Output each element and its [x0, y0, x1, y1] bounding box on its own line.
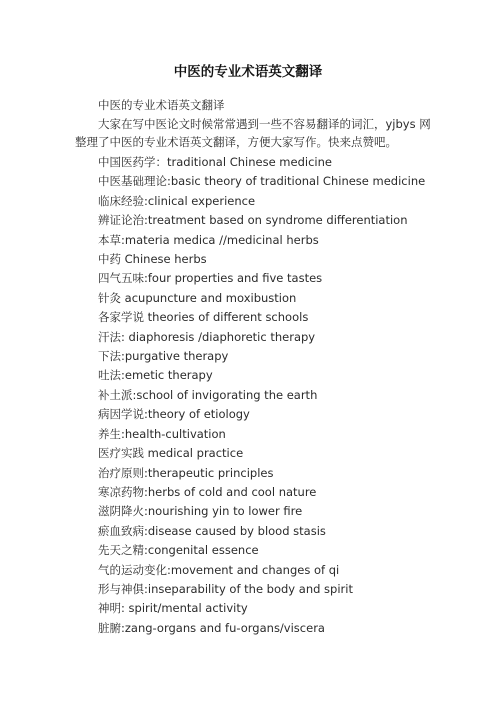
intro-paragraph: 大家在写中医论文时候常常遇到一些不容易翻译的词汇，yjbys 网整理了中医的专业术语英文翻译，方便大家写作。快来点赞吧。 — [75, 116, 431, 149]
subheading: 中医的专业术语英文翻译 — [98, 98, 225, 112]
term-entry: 气的运动变化:movement and changes of qi — [98, 562, 340, 577]
term-entry: 吐法:emetic therapy — [98, 368, 213, 383]
term-entry: 下法:purgative therapy — [98, 349, 229, 364]
term-entry: 养生:health-cultivation — [98, 426, 226, 441]
term-entry: 瘀血致病:disease caused by blood stasis — [98, 523, 326, 538]
term-entry: 治疗原则:therapeutic principles — [98, 465, 274, 480]
term-entry: 中医基础理论:basic theory of traditional Chinese medicine — [98, 174, 426, 189]
term-entry: 医疗实践 medical practice — [98, 446, 244, 461]
term-list — [98, 153, 438, 638]
term-entry: 滋阴降火:nourishing yin to lower fire — [98, 504, 303, 519]
term-entry: 辨证论治:treatment based on syndrome differentiation — [98, 213, 408, 228]
term-entry: 先天之精:congenital essence — [98, 543, 259, 558]
term-entry: 针灸 acupuncture and moxibustion — [98, 290, 297, 305]
term-entry: 寒凉药物:herbs of cold and cool nature — [98, 484, 317, 499]
term-entry: 形与神俱:inseparability of the body and spirit — [98, 581, 353, 596]
term-entry: 神明: spirit/mental activity — [98, 601, 248, 616]
intro-block — [75, 96, 435, 152]
term-entry: 病因学说:theory of etiology — [98, 407, 250, 422]
term-entry: 各家学说 theories of different schools — [98, 310, 309, 325]
term-entry: 汗法: diaphoresis /diaphoretic therapy — [98, 329, 316, 344]
term-entry: 脏腑:zang-organs and fu-organs/viscera — [98, 620, 325, 635]
term-entry: 中药 Chinese herbs — [98, 252, 207, 267]
term-entry: 中国医药学：traditional Chinese medicine — [98, 155, 332, 169]
term-entry: 补土派:school of invigorating the earth — [98, 387, 318, 402]
term-entry: 四气五味:four properties and five tastes — [98, 271, 323, 286]
page-title: 中医的专业术语英文翻译 — [173, 64, 323, 80]
term-entry: 临床经验:clinical experience — [98, 193, 256, 208]
term-entry: 本草:materia medica //medicinal herbs — [98, 232, 319, 247]
